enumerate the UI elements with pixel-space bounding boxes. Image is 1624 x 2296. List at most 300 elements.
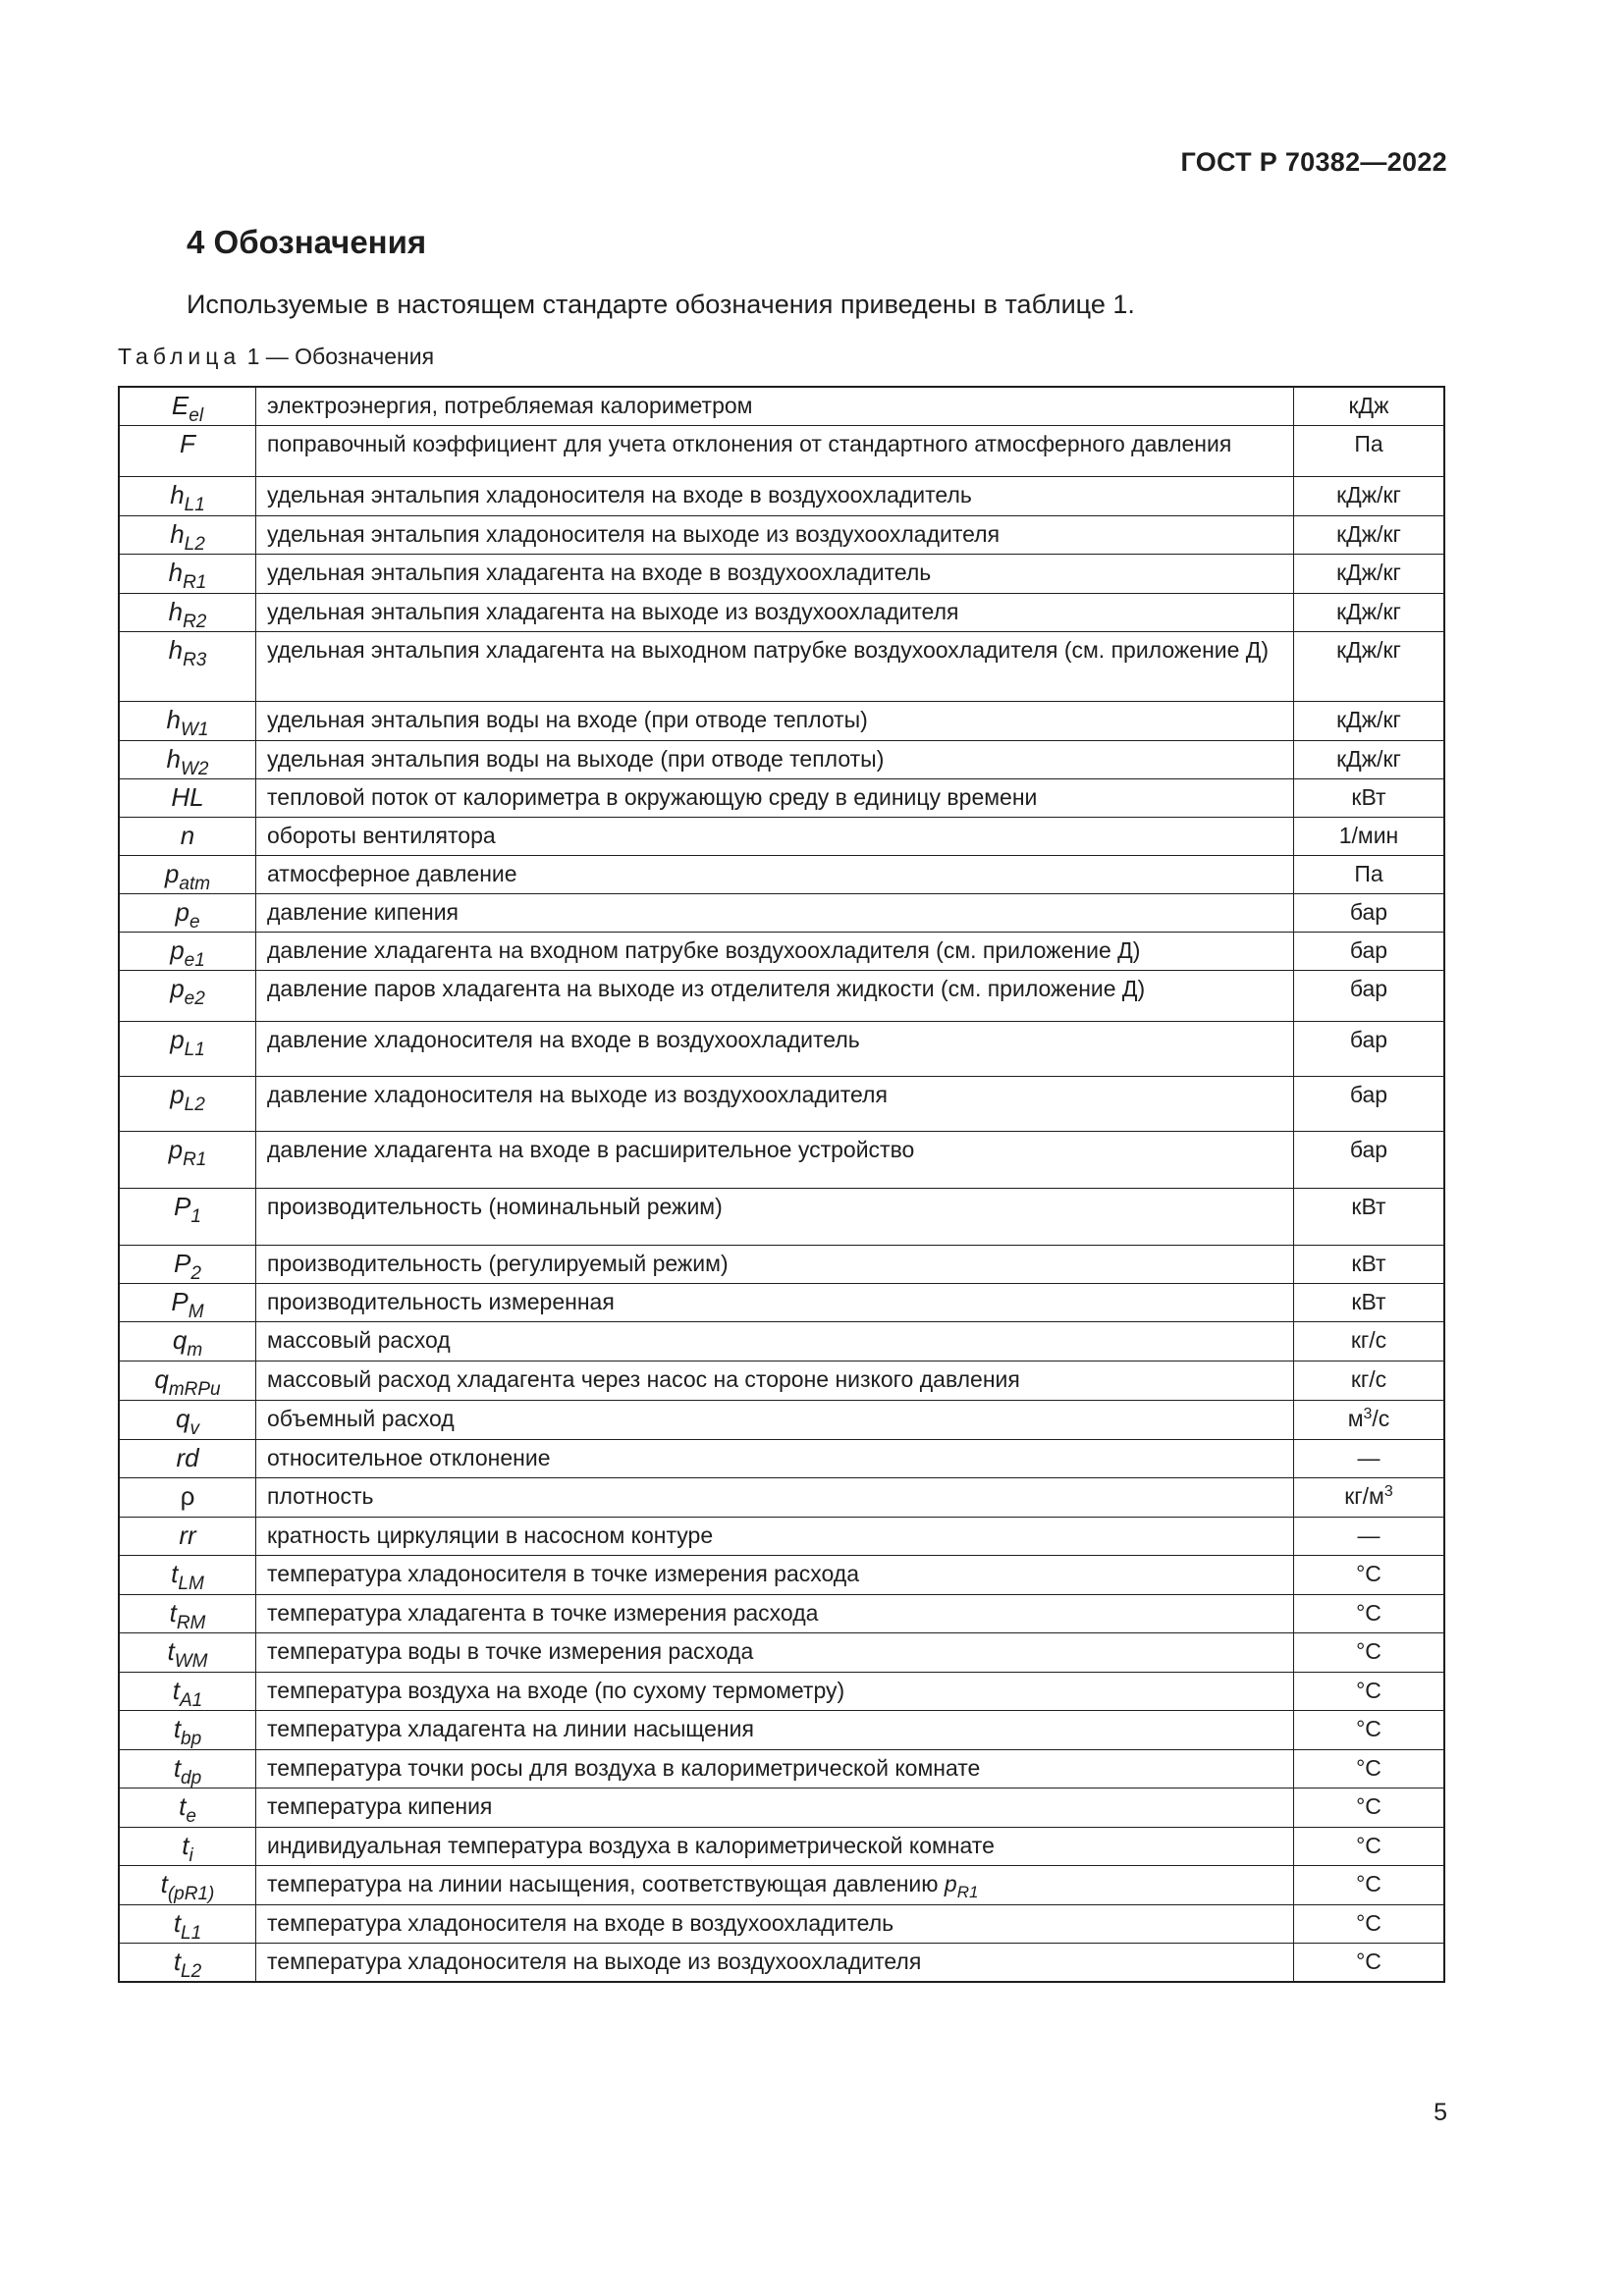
unit-cell — [1294, 1594, 1445, 1632]
table-row — [119, 1477, 1444, 1517]
description-text: температура хладоносителя в точке измерения расхода — [267, 1560, 859, 1586]
unit-cell — [1294, 701, 1445, 740]
symbol-subscript: v — [189, 1417, 199, 1439]
symbol-base: h — [168, 557, 184, 587]
unit-text: бар — [1349, 1026, 1388, 1052]
symbol-subscript: L1 — [181, 1922, 202, 1944]
symbol-subscript: el — [189, 405, 204, 426]
table-caption-label: Таблица — [118, 344, 242, 369]
symbol-base: p — [170, 934, 185, 965]
symbol-cell — [119, 1788, 256, 1827]
symbol-subscript: m — [187, 1339, 203, 1361]
unit-cell — [1294, 740, 1445, 778]
unit-cell — [1294, 1439, 1445, 1477]
description-text: температура точки росы для воздуха в калориметрической комнате — [267, 1754, 981, 1781]
description-text: давление хладоносителя на входе в воздухоохладитель — [267, 1026, 860, 1052]
description-text: объемный расход — [267, 1405, 455, 1431]
description-cell — [256, 932, 1294, 970]
symbol-subscript: R1 — [183, 571, 207, 593]
description-cell — [256, 1827, 1294, 1865]
symbol-cell — [119, 554, 256, 593]
unit-cell — [1294, 631, 1445, 701]
symbol-subscript: e1 — [184, 949, 205, 971]
symbol-base: t — [173, 1946, 182, 1976]
symbol-base: p — [170, 973, 185, 1003]
unit-text: кДж/кг — [1336, 745, 1401, 772]
symbol-base: p — [170, 1079, 185, 1109]
description-text: удельная энтальпия хладагента на выходном патрубке воздухоохладителя (см. приложение Д) — [267, 636, 1270, 663]
unit-tail: /с — [1372, 1405, 1390, 1431]
description-text: температура воздуха на входе (по сухому термометру) — [267, 1677, 845, 1703]
description-text: давление хладагента на входном патрубке воздухоохладителя (см. приложение Д) — [267, 936, 1141, 963]
unit-cell — [1294, 1710, 1445, 1749]
table-row — [119, 1439, 1444, 1477]
unit-cell — [1294, 1477, 1445, 1517]
description-cell — [256, 1749, 1294, 1788]
unit-text: кДж/кг — [1336, 520, 1401, 547]
description-text: температура хладагента в точке измерения расхода — [267, 1599, 819, 1626]
description-cell — [256, 893, 1294, 932]
unit-cell — [1294, 1943, 1445, 1982]
symbol-cell — [119, 1321, 256, 1361]
table-row — [119, 1788, 1444, 1827]
section-title: 4 Обозначения — [187, 224, 427, 260]
symbol-base: h — [166, 704, 181, 734]
unit-cell — [1294, 387, 1445, 425]
description-text: температура кипения — [267, 1792, 493, 1819]
symbol-subscript: WM — [174, 1650, 208, 1672]
symbol-base: E — [171, 391, 189, 420]
table-row — [119, 1361, 1444, 1400]
symbol-base: t — [173, 1752, 182, 1783]
table-row — [119, 740, 1444, 778]
description-text: производительность (номинальный режим) — [267, 1193, 723, 1219]
symbol-subscript: W1 — [180, 719, 209, 740]
unit-text: кВт — [1351, 1250, 1386, 1276]
symbol-cell — [119, 932, 256, 970]
description-cell — [256, 1477, 1294, 1517]
unit-cell — [1294, 778, 1445, 817]
unit-cell — [1294, 1788, 1445, 1827]
symbol-subscript: L1 — [184, 1039, 205, 1060]
unit-cell — [1294, 515, 1445, 554]
description-text: удельная энтальпия хладагента на выходе из воздухоохладителя — [267, 598, 959, 624]
description-text: массовый расход хладагента через насос на стороне низкого давления — [267, 1365, 1020, 1392]
symbol-subscript: 2 — [190, 1262, 201, 1284]
symbol-base: t — [169, 1597, 177, 1628]
description-cell — [256, 1517, 1294, 1555]
table-row — [119, 855, 1444, 893]
symbol-base: P — [174, 1191, 191, 1221]
unit-cell — [1294, 893, 1445, 932]
symbol-base: h — [168, 596, 184, 626]
unit-text: бар — [1349, 1081, 1388, 1107]
description-cell — [256, 1321, 1294, 1361]
symbol-base: t — [182, 1830, 189, 1860]
table-row — [119, 817, 1444, 855]
symbol-cell — [119, 893, 256, 932]
symbol-base: q — [172, 1324, 188, 1355]
description-text: производительность (регулируемый режим) — [267, 1250, 729, 1276]
symbol-base: p — [170, 1024, 185, 1054]
symbol-base: t — [171, 1558, 179, 1588]
symbol-cell — [119, 476, 256, 515]
table-row — [119, 425, 1444, 476]
symbol-cell — [119, 1361, 256, 1400]
unit-cell — [1294, 476, 1445, 515]
description-text: температура воды в точке измерения расхода — [267, 1637, 754, 1664]
description-cell — [256, 1632, 1294, 1672]
table-row — [119, 1555, 1444, 1594]
table-row — [119, 932, 1444, 970]
symbol-subscript: R2 — [183, 611, 207, 632]
description-text: обороты вентилятора — [267, 822, 496, 848]
symbol-subscript: dp — [181, 1767, 202, 1789]
description-cell — [256, 778, 1294, 817]
description-text: поправочный коэффициент для учета отклонения от стандартного атмосферного давления — [267, 430, 1232, 456]
table-row — [119, 1865, 1444, 1904]
table-row — [119, 1321, 1444, 1361]
unit-text: м — [1347, 1405, 1364, 1431]
symbol-cell — [119, 1632, 256, 1672]
symbol-cell — [119, 1283, 256, 1321]
symbol-cell — [119, 1439, 256, 1477]
table-caption-text: 1 — Обозначения — [246, 344, 435, 369]
symbol-cell — [119, 1555, 256, 1594]
description-cell — [256, 425, 1294, 476]
symbol-subscript: bp — [181, 1728, 202, 1749]
unit-cell — [1294, 817, 1445, 855]
symbol-base: rd — [176, 1442, 199, 1472]
table-row — [119, 1283, 1444, 1321]
description-cell — [256, 701, 1294, 740]
symbol-subscript: W2 — [180, 758, 209, 779]
unit-text: кВт — [1351, 1193, 1386, 1219]
unit-cell — [1294, 1672, 1445, 1710]
symbol-subscript: L1 — [184, 494, 205, 515]
description-cell — [256, 1904, 1294, 1943]
unit-cell — [1294, 425, 1445, 476]
symbol-cell — [119, 1904, 256, 1943]
description-cell — [256, 1361, 1294, 1400]
unit-cell — [1294, 1904, 1445, 1943]
symbol-subscript: A1 — [179, 1689, 203, 1711]
unit-cell — [1294, 1131, 1445, 1188]
symbol-cell — [119, 1827, 256, 1865]
table-row — [119, 1517, 1444, 1555]
unit-cell — [1294, 1865, 1445, 1904]
description-text: температура хладоносителя на выходе из воздухоохладителя — [267, 1948, 922, 1974]
unit-cell — [1294, 1517, 1445, 1555]
description-text: давление хладагента на входе в расширительное устройство — [267, 1136, 915, 1162]
description-text: давление кипения — [267, 898, 460, 925]
symbol-base: t — [173, 1713, 182, 1743]
description-cell — [256, 387, 1294, 425]
table-row — [119, 554, 1444, 593]
description-cell — [256, 1865, 1294, 1904]
table-row — [119, 631, 1444, 701]
unit-text: °С — [1356, 1909, 1381, 1936]
symbol-subscript: (pR1) — [167, 1883, 215, 1904]
description-cell — [256, 631, 1294, 701]
symbol-cell — [119, 1245, 256, 1283]
unit-text: бар — [1349, 936, 1388, 963]
symbol-subscript: RM — [176, 1612, 206, 1633]
unit-text: °С — [1356, 1792, 1381, 1819]
symbol-base: P — [171, 1286, 189, 1316]
description-cell — [256, 855, 1294, 893]
table-row — [119, 387, 1444, 425]
symbol-cell — [119, 425, 256, 476]
description-text: электроэнергия, потребляемая калориметром — [267, 393, 753, 418]
description-cell — [256, 1400, 1294, 1439]
description-text: тепловой поток от калориметра в окружающую среду в единицу времени — [267, 783, 1038, 810]
symbol-base: p — [164, 858, 180, 888]
symbol-base: h — [166, 743, 181, 774]
table-row — [119, 1827, 1444, 1865]
description-cell — [256, 1021, 1294, 1076]
unit-text: кДж/кг — [1336, 481, 1401, 507]
unit-text: кДж/кг — [1336, 706, 1401, 732]
symbol-cell — [119, 1672, 256, 1710]
symbol-base: F — [180, 428, 195, 458]
table-row — [119, 1710, 1444, 1749]
description-text: температура хладоносителя на входе в воздухоохладитель — [267, 1909, 894, 1936]
unit-cell — [1294, 855, 1445, 893]
unit-text: кВт — [1351, 783, 1386, 810]
unit-cell — [1294, 1749, 1445, 1788]
unit-cell — [1294, 1321, 1445, 1361]
description-cell — [256, 1076, 1294, 1131]
description-text: температура хладагента на линии насыщения — [267, 1715, 754, 1741]
symbol-cell — [119, 1076, 256, 1131]
symbol-cell — [119, 1594, 256, 1632]
page-number: 5 — [1434, 2099, 1447, 2126]
symbol-base: q — [154, 1363, 169, 1394]
unit-superscript: 3 — [1383, 1482, 1393, 1500]
symbol-cell — [119, 1865, 256, 1904]
symbol-base: t — [160, 1868, 168, 1898]
unit-text: °С — [1356, 1754, 1381, 1781]
symbol-base: ρ — [180, 1480, 195, 1511]
intro-paragraph: Используемые в настоящем стандарте обозначения приведены в таблице 1. — [187, 290, 1135, 319]
table-row — [119, 476, 1444, 515]
symbol-base: t — [179, 1790, 187, 1821]
description-text: относительное отклонение — [267, 1444, 551, 1470]
symbols-table — [118, 386, 1445, 1983]
symbol-cell — [119, 1710, 256, 1749]
unit-text: кДж/кг — [1336, 636, 1401, 663]
description-cell — [256, 1283, 1294, 1321]
unit-text: °С — [1356, 1715, 1381, 1741]
unit-text: бар — [1349, 1136, 1388, 1162]
symbol-cell — [119, 631, 256, 701]
unit-text: °С — [1356, 1870, 1381, 1896]
table-row — [119, 970, 1444, 1021]
description-text: производительность измеренная — [267, 1288, 615, 1314]
table-row — [119, 1632, 1444, 1672]
symbol-cell — [119, 740, 256, 778]
symbol-cell — [119, 1749, 256, 1788]
unit-text: кг/м — [1344, 1482, 1384, 1509]
table-row — [119, 1245, 1444, 1283]
symbol-subscript: L2 — [184, 1094, 205, 1115]
symbol-cell — [119, 1517, 256, 1555]
table-row — [119, 1021, 1444, 1076]
description-cell — [256, 1943, 1294, 1982]
symbol-subscript: L2 — [184, 533, 205, 555]
symbol-cell — [119, 593, 256, 631]
description-cell — [256, 970, 1294, 1021]
description-symbol-subscript: R1 — [956, 1882, 979, 1901]
unit-text: °С — [1356, 1599, 1381, 1626]
symbol-cell — [119, 1943, 256, 1982]
symbol-base: h — [168, 634, 184, 665]
symbol-base: h — [170, 479, 185, 509]
description-cell — [256, 515, 1294, 554]
symbol-subscript: i — [189, 1844, 193, 1866]
description-cell — [256, 476, 1294, 515]
table-row — [119, 593, 1444, 631]
unit-text: °С — [1356, 1560, 1381, 1586]
description-cell — [256, 740, 1294, 778]
description-cell — [256, 1245, 1294, 1283]
unit-text: бар — [1349, 975, 1388, 1001]
unit-text: кг/с — [1350, 1326, 1387, 1353]
symbol-cell — [119, 1021, 256, 1076]
symbol-base: t — [173, 1907, 182, 1938]
unit-text: кВт — [1351, 1288, 1386, 1314]
description-text: атмосферное давление — [267, 860, 517, 886]
table-row — [119, 778, 1444, 817]
document-code: ГОСТ Р 70382—2022 — [1180, 147, 1447, 177]
symbol-base: q — [176, 1403, 190, 1433]
unit-cell — [1294, 1188, 1445, 1245]
unit-text: °С — [1356, 1832, 1381, 1858]
description-text: удельная энтальпия воды на входе (при отводе теплоты) — [267, 706, 868, 732]
symbol-cell — [119, 1188, 256, 1245]
unit-text: бар — [1349, 898, 1388, 925]
unit-cell — [1294, 554, 1445, 593]
symbol-subscript: LM — [178, 1573, 204, 1594]
table-row — [119, 893, 1444, 932]
unit-cell — [1294, 1076, 1445, 1131]
table-caption — [118, 344, 434, 370]
symbol-subscript: M — [188, 1301, 204, 1322]
unit-cell — [1294, 1021, 1445, 1076]
symbol-cell — [119, 1477, 256, 1517]
symbol-subscript: R3 — [183, 649, 207, 670]
unit-cell — [1294, 1400, 1445, 1439]
symbol-base: p — [168, 1134, 184, 1164]
unit-cell — [1294, 1632, 1445, 1672]
symbol-base: HL — [171, 781, 204, 812]
description-cell — [256, 1788, 1294, 1827]
unit-text: — — [1357, 1522, 1380, 1548]
unit-text: °С — [1356, 1677, 1381, 1703]
symbol-cell — [119, 817, 256, 855]
unit-cell — [1294, 593, 1445, 631]
unit-text: кДж/кг — [1336, 559, 1401, 585]
table-row — [119, 1076, 1444, 1131]
description-cell — [256, 1555, 1294, 1594]
table-row — [119, 1400, 1444, 1439]
symbol-subscript: e2 — [184, 988, 205, 1009]
unit-text: кг/с — [1350, 1365, 1387, 1392]
symbol-base: n — [180, 820, 195, 850]
table-row — [119, 1188, 1444, 1245]
description-cell — [256, 1188, 1294, 1245]
table-row — [119, 701, 1444, 740]
description-text: индивидуальная температура воздуха в калориметрической комнате — [267, 1832, 995, 1858]
description-text: удельная энтальпия воды на выходе (при отводе теплоты) — [267, 745, 885, 772]
description-cell — [256, 1710, 1294, 1749]
description-text: удельная энтальпия хладоносителя на выходе из воздухоохладителя — [267, 520, 1001, 547]
description-text: массовый расход — [267, 1326, 451, 1353]
unit-text: кДж — [1348, 393, 1389, 418]
symbol-subscript: 1 — [190, 1205, 201, 1227]
symbol-subscript: e — [189, 911, 200, 933]
description-cell — [256, 554, 1294, 593]
description-cell — [256, 593, 1294, 631]
unit-text: °С — [1356, 1637, 1381, 1664]
unit-cell — [1294, 1827, 1445, 1865]
unit-text: — — [1357, 1444, 1380, 1470]
symbol-cell — [119, 970, 256, 1021]
symbol-cell — [119, 1131, 256, 1188]
description-symbol: p — [944, 1870, 957, 1896]
unit-superscript: 3 — [1363, 1405, 1373, 1422]
table-row — [119, 1672, 1444, 1710]
unit-cell — [1294, 970, 1445, 1021]
symbol-subscript: atm — [179, 873, 211, 894]
symbol-base: rr — [179, 1520, 196, 1550]
symbol-subscript: L2 — [181, 1960, 202, 1982]
description-cell — [256, 1439, 1294, 1477]
description-text: температура на линии насыщения, соответствующая давлению — [267, 1870, 945, 1896]
unit-cell — [1294, 1283, 1445, 1321]
description-text: давление паров хладагента на выходе из отделителя жидкости (см. приложение Д) — [267, 975, 1146, 1001]
symbol-cell — [119, 778, 256, 817]
description-cell — [256, 1672, 1294, 1710]
description-cell — [256, 1131, 1294, 1188]
table-row — [119, 1904, 1444, 1943]
symbol-cell — [119, 855, 256, 893]
symbol-base: t — [167, 1635, 175, 1666]
symbol-cell — [119, 387, 256, 425]
unit-text: Па — [1354, 430, 1383, 456]
description-text: давление хладоносителя на выходе из воздухоохладителя — [267, 1081, 888, 1107]
unit-text: 1/мин — [1338, 822, 1399, 848]
symbol-subscript: R1 — [183, 1148, 207, 1170]
unit-text: кДж/кг — [1336, 598, 1401, 624]
description-cell — [256, 1594, 1294, 1632]
description-text: удельная энтальпия хладоносителя на входе в воздухоохладитель — [267, 481, 972, 507]
symbol-base: h — [170, 518, 185, 549]
table-row — [119, 1131, 1444, 1188]
table-row — [119, 1594, 1444, 1632]
symbol-subscript: mRPu — [168, 1378, 221, 1400]
unit-text: Па — [1354, 860, 1383, 886]
description-text: плотность — [267, 1482, 374, 1509]
symbol-base: t — [172, 1675, 180, 1705]
unit-cell — [1294, 1555, 1445, 1594]
table-row — [119, 515, 1444, 554]
unit-cell — [1294, 1361, 1445, 1400]
symbol-subscript: e — [186, 1805, 196, 1827]
unit-cell — [1294, 1245, 1445, 1283]
unit-text: °С — [1356, 1948, 1381, 1974]
